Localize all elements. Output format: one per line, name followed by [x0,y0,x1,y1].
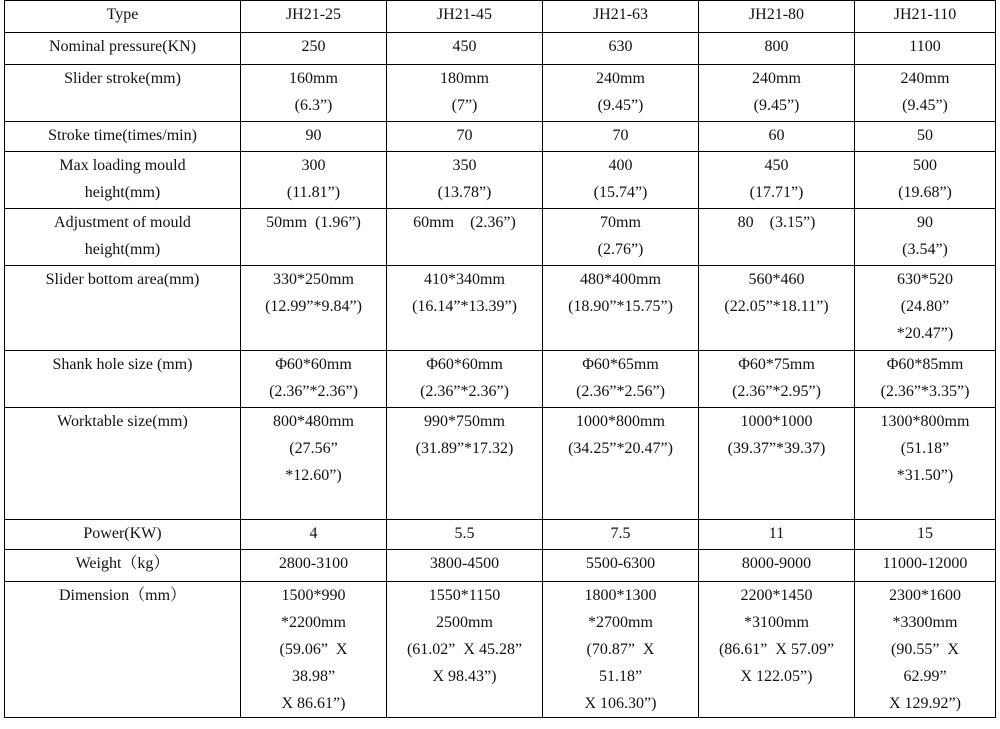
table-cell-line: (22.05”*18.11”) [724,298,829,315]
table-cell-line: 1000*800mm [576,413,665,430]
table-cell-line: (2.36”*2.36”) [420,383,509,400]
table-cell [699,122,855,152]
table-cell-line: 480*400mm [580,271,661,288]
table-cell [387,550,543,582]
table-cell-line: (86.61” X 57.09” [718,641,835,658]
column-header-model [241,1,387,33]
table-cell [855,351,996,408]
table-cell [543,33,699,65]
table-cell [241,122,387,152]
row-label-line: Stroke time(times/min) [48,127,197,144]
table-cell [855,65,996,122]
table-cell-line: 90 [305,127,322,144]
table-cell-line: (59.06” X [279,641,348,658]
table-cell [855,33,996,65]
table-row [5,550,996,582]
table-cell [855,582,996,718]
row-label-line: Worktable size(mm) [57,413,188,430]
table-row [5,520,996,550]
table-cell-line: 11000-12000 [882,555,968,572]
column-header-label: JH21-80 [748,6,805,23]
table-cell [699,408,855,520]
table-cell-line: 70 [456,127,473,144]
table-cell-line: 1100 [909,38,941,55]
table-cell [699,550,855,582]
table-cell-line: 70mm [600,214,641,231]
spec-table-body [5,1,996,718]
table-cell [855,152,996,209]
table-cell [699,33,855,65]
table-cell-line: Φ60*75mm [738,356,815,373]
table-cell-line: 1300*800mm [880,413,970,430]
table-cell-line: (9.45”) [902,97,948,114]
table-cell [855,266,996,351]
table-cell-line: (3.54”) [902,241,948,258]
row-label [5,65,241,122]
table-cell-line: 11 [768,525,785,542]
table-cell-line: (9.45”) [597,97,644,114]
table-cell-line: 990*750mm [424,413,505,430]
row-label [5,33,241,65]
table-cell [855,408,996,520]
row-label-line: Dimension（mm） [58,587,187,604]
table-cell-line: (51.18” [900,440,950,457]
table-row [5,122,996,152]
table-cell [241,152,387,209]
table-cell-line: 50mm (1.96”) [266,214,361,231]
table-cell-line: (15.74”) [593,184,648,201]
table-cell [241,550,387,582]
table-cell-line: 5500-6300 [585,555,656,572]
row-label [5,520,241,550]
row-label [5,152,241,209]
table-cell-line: 2200*1450 [740,587,813,604]
table-cell-line: (11.81”) [286,184,341,201]
table-cell-line: *31.50”) [896,467,954,484]
table-cell-line: 410*340mm [424,271,505,288]
table-cell-line: 60 [768,127,785,144]
table-cell [387,65,543,122]
table-cell-line: (39.37”*39.37) [727,440,826,457]
table-cell-line: *20.47”) [896,325,954,342]
column-header-label: JH21-45 [436,6,493,23]
table-cell-line: X 129.92”) [889,695,961,712]
table-cell-line: 630 [608,38,633,55]
table-cell-line: 60mm (2.36”) [413,214,516,231]
table-cell-line: *3100mm [744,614,809,631]
table-cell [543,550,699,582]
table-cell-line: Φ60*60mm [426,356,503,373]
table-cell-line: 5.5 [454,525,475,542]
table-cell-line: 62.99” [903,668,947,685]
table-cell [855,520,996,550]
table-cell-line: 50 [917,127,933,144]
table-cell-line: 250 [301,38,326,55]
table-cell-line: (19.68”) [898,184,952,201]
table-cell-line: 630*520 [897,271,953,288]
table-cell-line: 90 [917,214,933,231]
table-row [5,266,996,351]
column-header-label: Type [106,6,139,23]
table-cell-line: 450 [764,157,789,174]
table-cell [855,209,996,266]
column-header-label: JH21-110 [893,6,957,23]
row-label-line: height(mm) [84,241,161,258]
column-header-type [5,1,241,33]
table-cell [543,209,699,266]
row-label-line: Nominal pressure(KN) [48,38,197,55]
table-cell-line: (2.76”) [597,241,644,258]
column-header-model [543,1,699,33]
table-cell-line: (7”) [451,97,478,114]
table-cell-line: (34.25”*20.47”) [568,440,673,457]
table-cell [387,209,543,266]
row-label-line: height(mm) [84,184,161,201]
table-cell-line: (31.89”*17.32) [415,440,514,457]
column-header-label: JH21-25 [285,6,342,23]
table-cell-line: Φ60*65mm [582,356,659,373]
table-row [5,33,996,65]
table-cell [855,550,996,582]
table-cell-line: 7.5 [610,525,631,542]
table-cell-line: 400 [608,157,633,174]
table-row [5,582,996,718]
table-cell-line: 2300*1600 [889,587,961,604]
table-cell [387,266,543,351]
table-cell-line: 800 [764,38,789,55]
table-cell [387,582,543,718]
table-cell-line: (24.80” [900,298,950,315]
table-row [5,65,996,122]
table-cell [699,582,855,718]
row-label-line: Max loading mould [59,157,186,174]
column-header-model [855,1,996,33]
table-cell-line: 80 (3.15”) [737,214,816,231]
row-label [5,209,241,266]
table-cell-line: (61.02” X 45.28” [406,641,523,658]
row-label-line: Shank hole size (mm) [52,356,193,373]
row-label [5,351,241,408]
table-cell-line: 8000-9000 [741,555,812,572]
row-label-line: Slider stroke(mm) [64,70,181,87]
table-cell [241,33,387,65]
table-cell [855,122,996,152]
row-label [5,582,241,718]
table-cell-line: (17.71”) [749,184,804,201]
table-cell-line: 560*460 [748,271,805,288]
row-label [5,122,241,152]
table-cell-line: 160mm [289,70,338,87]
table-cell [543,582,699,718]
table-cell-line: 450 [452,38,477,55]
row-label [5,550,241,582]
row-label-line: Adjustment of mould [54,214,191,231]
table-cell-line: (70.87” X [586,641,655,658]
row-label-line: Slider bottom area(mm) [45,271,200,288]
table-cell [699,266,855,351]
table-cell-line: 800*480mm [273,413,354,430]
table-cell-line: (6.3”) [294,97,333,114]
table-cell [543,520,699,550]
table-cell [543,408,699,520]
table-cell [699,65,855,122]
table-cell-line: *2700mm [588,614,653,631]
table-cell [543,122,699,152]
table-cell-line: (2.36”*2.56”) [576,383,665,400]
table-cell-line: 51.18” [598,668,643,685]
table-cell-line: 1000*1000 [740,413,813,430]
table-cell-line: *3300mm [892,614,958,631]
table-row [5,152,996,209]
table-cell-line: 70 [612,127,629,144]
table-cell [543,152,699,209]
table-cell-line: (18.90”*15.75”) [568,298,673,315]
table-cell [387,122,543,152]
column-header-model [387,1,543,33]
table-cell-line: 1500*990 [281,587,346,604]
table-cell [241,209,387,266]
table-cell-line: X 106.30”) [584,695,657,712]
table-cell-line: (2.36”*2.36”) [269,383,358,400]
table-cell [241,65,387,122]
table-cell [241,520,387,550]
table-cell [699,351,855,408]
table-cell-line: 4 [309,525,318,542]
table-cell-line: 2800-3100 [278,555,349,572]
table-cell-line: 240mm [596,70,645,87]
table-row [5,408,996,520]
row-label [5,408,241,520]
table-cell-line: *12.60”) [285,467,342,484]
table-cell-line: 350 [452,157,477,174]
table-cell-line: (13.78”) [437,184,492,201]
column-header-label: JH21-63 [592,6,649,23]
table-cell-line: 300 [301,157,326,174]
table-cell-line: 2500mm [436,614,493,631]
row-label-line: Weight（kg） [75,555,170,572]
table-cell-line: 330*250mm [273,271,354,288]
table-cell-line: (2.36”*2.95”) [732,383,821,400]
table-cell-line: (90.55” X [891,641,959,658]
table-cell-line: (27.56” [289,440,338,457]
table-cell-line: *2200mm [281,614,346,631]
table-row [5,351,996,408]
table-cell [241,408,387,520]
spec-table [4,0,996,718]
table-cell [241,266,387,351]
table-cell [543,351,699,408]
table-cell [699,152,855,209]
row-label-line: Power(KW) [83,525,162,542]
table-cell-line: 180mm [440,70,489,87]
table-cell-line: 3800-4500 [429,555,500,572]
table-cell-line: 240mm [900,70,950,87]
table-cell [543,65,699,122]
table-cell-line: 240mm [752,70,801,87]
table-cell-line: 1800*1300 [584,587,657,604]
table-cell-line: 1550*1150 [428,587,501,604]
table-cell-line: (12.99”*9.84”) [265,298,362,315]
table-cell [387,520,543,550]
column-header-model [699,1,855,33]
table-cell [699,209,855,266]
table-cell-line: Φ60*85mm [886,356,964,373]
table-cell [241,351,387,408]
table-cell [543,266,699,351]
table-cell-line: (2.36”*3.35”) [880,383,970,400]
table-cell-line: X 86.61”) [281,695,346,712]
table-cell-line: X 122.05”) [740,668,813,685]
header-row [5,1,996,33]
table-cell-line: (16.14”*13.39”) [412,298,517,315]
row-label [5,266,241,351]
table-cell-line: Φ60*60mm [275,356,352,373]
table-cell [699,520,855,550]
table-cell [387,408,543,520]
table-cell-line: 500 [913,157,937,174]
table-cell [241,582,387,718]
table-cell-line: 38.98” [291,668,336,685]
table-cell [387,33,543,65]
table-row [5,209,996,266]
table-cell-line: (9.45”) [753,97,800,114]
table-cell-line: 15 [917,525,933,542]
table-cell [387,152,543,209]
table-cell-line: X 98.43”) [432,668,497,685]
table-cell [387,351,543,408]
